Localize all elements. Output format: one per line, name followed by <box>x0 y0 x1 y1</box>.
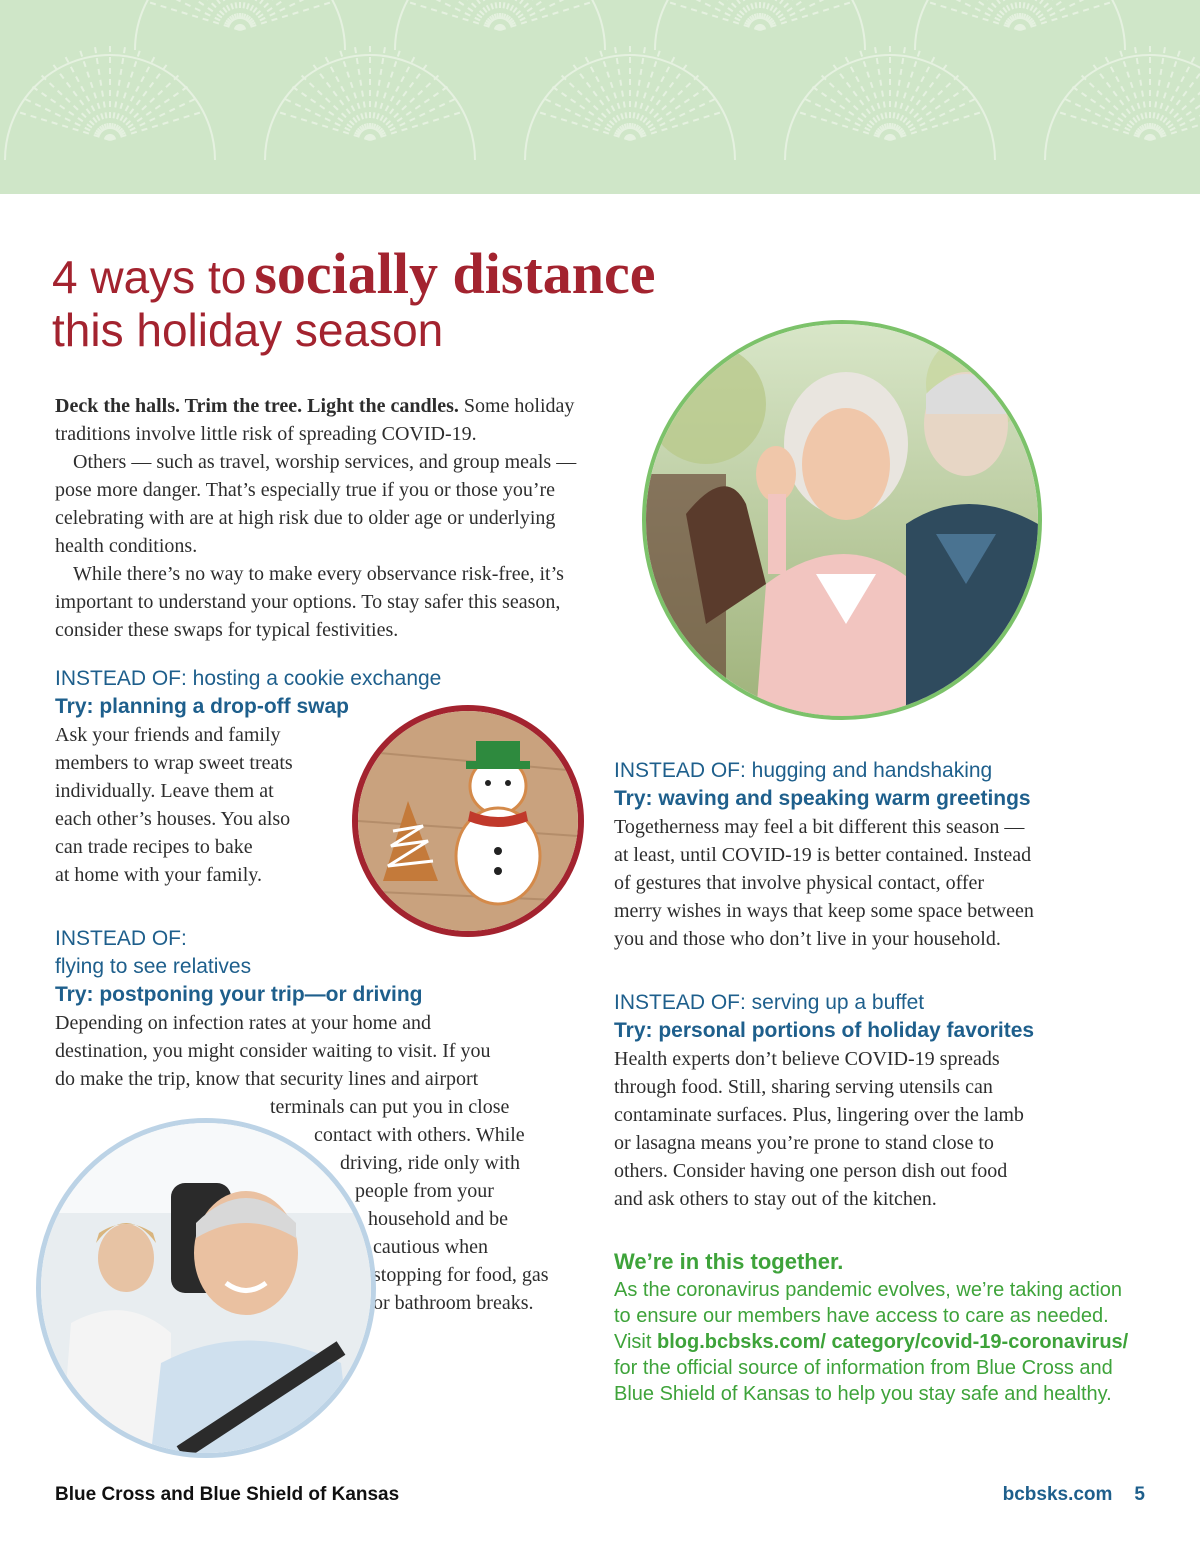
intro-p1-rest: Some holiday traditions involve little risk of spreading COVID-19. <box>55 395 575 445</box>
footer-right <box>1003 1484 1145 1506</box>
title-prefix: 4 ways to <box>52 251 247 303</box>
text-line: terminals can put you in close <box>270 1096 510 1118</box>
together-heading: We’re in this together. <box>614 1249 844 1274</box>
text-line: cautious when <box>373 1236 488 1258</box>
cookies-illustration <box>358 711 578 931</box>
section-hugging <box>614 757 1134 953</box>
text-line: driving, ride only with <box>340 1152 520 1174</box>
intro-paragraph-2: Others — such as travel, worship services, and group meals — pose more danger. That’s especially true if you or those you’re celebrating with are at high risk due to older age or underlying health conditions. <box>55 451 577 557</box>
try-heading: Try: personal portions of holiday favorites <box>614 1019 1035 1042</box>
try-heading: Try: planning a drop-off swap <box>55 695 349 718</box>
together-callout <box>614 1247 1134 1407</box>
together-text-after: for the official source of information from Blue Cross and Blue Shield of Kansas to help you stay safe and healthy. <box>614 1357 1113 1405</box>
try-heading: Try: waving and speaking warm greetings <box>614 787 1031 810</box>
section-body <box>614 813 1134 953</box>
instead-of-heading: INSTEAD OF: <box>55 927 187 950</box>
text-line: others. Consider having one person dish out food <box>614 1160 1008 1182</box>
text-line: through food. Still, sharing serving utensils can <box>614 1076 993 1098</box>
text-line: Ask your friends and family <box>55 724 281 746</box>
instead-of-heading: INSTEAD OF: hosting a cookie exchange <box>55 667 442 690</box>
photo-couple-driving <box>36 1118 376 1458</box>
text-line: merry wishes in ways that keep some space between <box>614 900 1034 922</box>
intro-paragraph-1 <box>55 392 595 448</box>
text-line: of gestures that involve physical contact, offer <box>614 872 985 894</box>
instead-of-heading: INSTEAD OF: serving up a buffet <box>614 991 925 1014</box>
together-text-before: As the coronavirus pandemic evolves, we’re taking action to ensure our members have access to care as needed. Visit <box>614 1279 1123 1353</box>
section-body <box>614 1045 1134 1213</box>
text-line: at home with your family. <box>55 864 262 886</box>
together-text <box>614 1277 1134 1407</box>
intro-text <box>55 392 595 644</box>
text-line: household and be <box>368 1208 508 1230</box>
photo-couple-waving <box>642 320 1042 720</box>
intro-paragraph-3: While there’s no way to make every observance risk-free, it’s important to understand your options. To stay safer this season, consider these swaps for typical festivities. <box>55 563 564 641</box>
page-number: 5 <box>1134 1484 1145 1505</box>
photo-holiday-cookies <box>352 705 584 937</box>
title-line-2: this holiday season <box>52 304 444 356</box>
page-title <box>52 240 655 357</box>
text-line: contaminate surfaces. Plus, lingering over the lamb <box>614 1104 1024 1126</box>
instead-of-subject: flying to see relatives <box>55 955 252 978</box>
text-line: or lasagna means you’re prone to stand close to <box>614 1132 994 1154</box>
text-line: stopping for food, gas <box>373 1264 549 1286</box>
title-emphasis: socially distance <box>254 241 656 306</box>
text-line: Depending on infection rates at your home and <box>55 1012 431 1034</box>
section-buffet <box>614 989 1134 1213</box>
decorative-banner <box>0 0 1200 194</box>
text-line: members to wrap sweet treats <box>55 752 293 774</box>
text-line: you and those who don’t live in your household. <box>614 928 1001 950</box>
text-line: and ask others to stay out of the kitchen. <box>614 1188 937 1210</box>
try-heading: Try: postponing your trip—or driving <box>55 983 423 1006</box>
text-line: people from your <box>355 1180 494 1202</box>
text-line: Togetherness may feel a bit different this season — <box>614 816 1025 838</box>
text-line: contact with others. While <box>314 1124 525 1146</box>
text-line: or bathroom breaks. <box>373 1292 534 1314</box>
text-line: at least, until COVID-19 is better contained. Instead <box>614 844 1032 866</box>
intro-lead: Deck the halls. Trim the tree. Light the candles. <box>55 395 459 417</box>
instead-of-heading: INSTEAD OF: hugging and handshaking <box>614 759 993 782</box>
footer-website-link[interactable]: bcbsks.com <box>1002 1484 1113 1505</box>
text-line: individually. Leave them at <box>55 780 274 802</box>
text-line: Health experts don’t believe COVID-19 spreads <box>614 1048 1000 1070</box>
text-line: do make the trip, know that security lines and airport <box>55 1068 479 1090</box>
section-body <box>55 721 345 889</box>
covid-blog-link[interactable]: blog.bcbsks.com/ category/covid-19-coronavirus/ <box>656 1331 1129 1353</box>
couple-waving-illustration <box>646 324 1038 716</box>
footer-org-name: Blue Cross and Blue Shield of Kansas <box>55 1484 400 1505</box>
text-line: can trade recipes to bake <box>55 836 253 858</box>
couple-driving-illustration <box>41 1123 371 1453</box>
text-line: each other’s houses. You also <box>55 808 291 830</box>
text-line: destination, you might consider waiting to visit. If you <box>55 1040 491 1062</box>
banner-pattern <box>0 0 1200 194</box>
